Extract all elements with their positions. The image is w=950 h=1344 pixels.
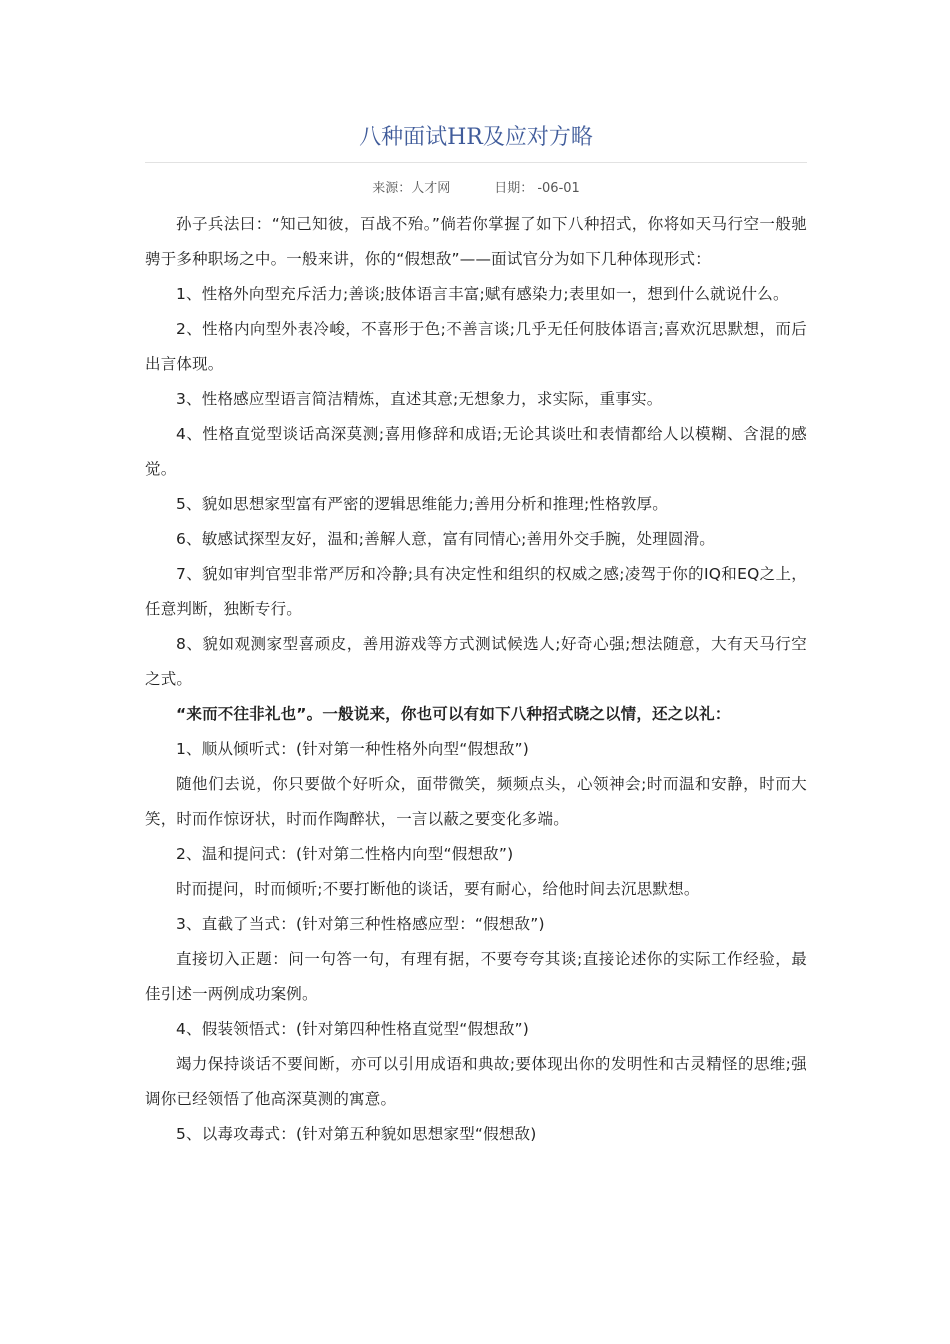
body-paragraph: 5、以毒攻毒式：(针对第五种貌如思想家型“假想敌) bbox=[176, 1125, 537, 1143]
body-paragraph: 1、顺从倾听式：(针对第一种性格外向型“假想敌”) bbox=[176, 740, 530, 758]
body-paragraph: 时而提问，时而倾听;不要打断他的谈话，要有耐心，给他时间去沉思默想。 bbox=[176, 880, 700, 898]
body-paragraph: 2、温和提问式：(针对第二性格内向型“假想敌”) bbox=[176, 845, 514, 863]
title-divider bbox=[145, 162, 807, 163]
body-paragraph: 2、性格内向型外表冷峻，不喜形于色;不善言谈;几乎无任何肢体语言;喜欢沉思默想，而后出言体现。 bbox=[145, 320, 807, 373]
date-label: 日期： -06-01 bbox=[494, 181, 580, 196]
body-paragraph: 孙子兵法曰：“知己知彼，百战不殆。”倘若你掌握了如下八种招式，你将如天马行空一般驰骋于多种职场之中。一般来讲，你的“假想敌”——面试官分为如下几种体现形式： bbox=[145, 215, 807, 268]
body-paragraph: 4、性格直觉型谈话高深莫测;喜用修辞和成语;无论其谈吐和表情都给人以模糊、含混的感觉。 bbox=[145, 425, 807, 478]
body-paragraph: 1、性格外向型充斥活力;善谈;肢体语言丰富;赋有感染力;表里如一，想到什么就说什么。 bbox=[176, 285, 789, 303]
body-paragraph: 3、性格感应型语言简洁精炼，直述其意;无想象力，求实际，重事实。 bbox=[176, 390, 663, 408]
body-paragraph: 随他们去说，你只要做个好听众，面带微笑，频频点头，心领神会;时而温和安静，时而大笑，时而作惊讶状，时而作陶醉状，一言以蔽之要变化多端。 bbox=[145, 775, 807, 828]
body-paragraph: “来而不往非礼也”。一般说来，你也可以有如下八种招式晓之以情，还之以礼： bbox=[176, 705, 731, 723]
body-paragraph: 8、貌如观测家型喜顽皮，善用游戏等方式测试候选人;好奇心强;想法随意，大有天马行空之式。 bbox=[145, 635, 807, 688]
body-paragraph: 3、直截了当式：(针对第三种性格感应型：“假想敌”) bbox=[176, 915, 545, 933]
body-paragraph: 4、假装领悟式：(针对第四种性格直觉型“假想敌”) bbox=[176, 1020, 530, 1038]
document-title: 八种面试HR及应对方略 bbox=[359, 125, 593, 150]
document-page bbox=[145, 0, 807, 1152]
body-paragraph: 5、貌如思想家型富有严密的逻辑思维能力;善用分析和推理;性格敦厚。 bbox=[176, 495, 668, 513]
body-paragraph: 7、貌如审判官型非常严厉和冷静;具有决定性和组织的权威之感;凌驾于你的IQ和EQ之上，任意判断，独断专行。 bbox=[145, 565, 807, 618]
body-paragraph: 6、敏感试探型友好，温和;善解人意，富有同情心;善用外交手腕，处理圆滑。 bbox=[176, 530, 716, 548]
body-paragraph: 竭力保持谈话不要间断，亦可以引用成语和典故;要体现出你的发明性和古灵精怪的思维;强调你已经领悟了他高深莫测的寓意。 bbox=[145, 1055, 807, 1108]
body-paragraph: 直接切入正题：问一句答一句，有理有据，不要夸夸其谈;直接论述你的实际工作经验，最佳引述一两例成功案例。 bbox=[145, 950, 807, 1003]
article-body bbox=[145, 207, 807, 1152]
article-meta bbox=[145, 179, 807, 199]
source-label: 来源：人才网 bbox=[372, 181, 451, 196]
